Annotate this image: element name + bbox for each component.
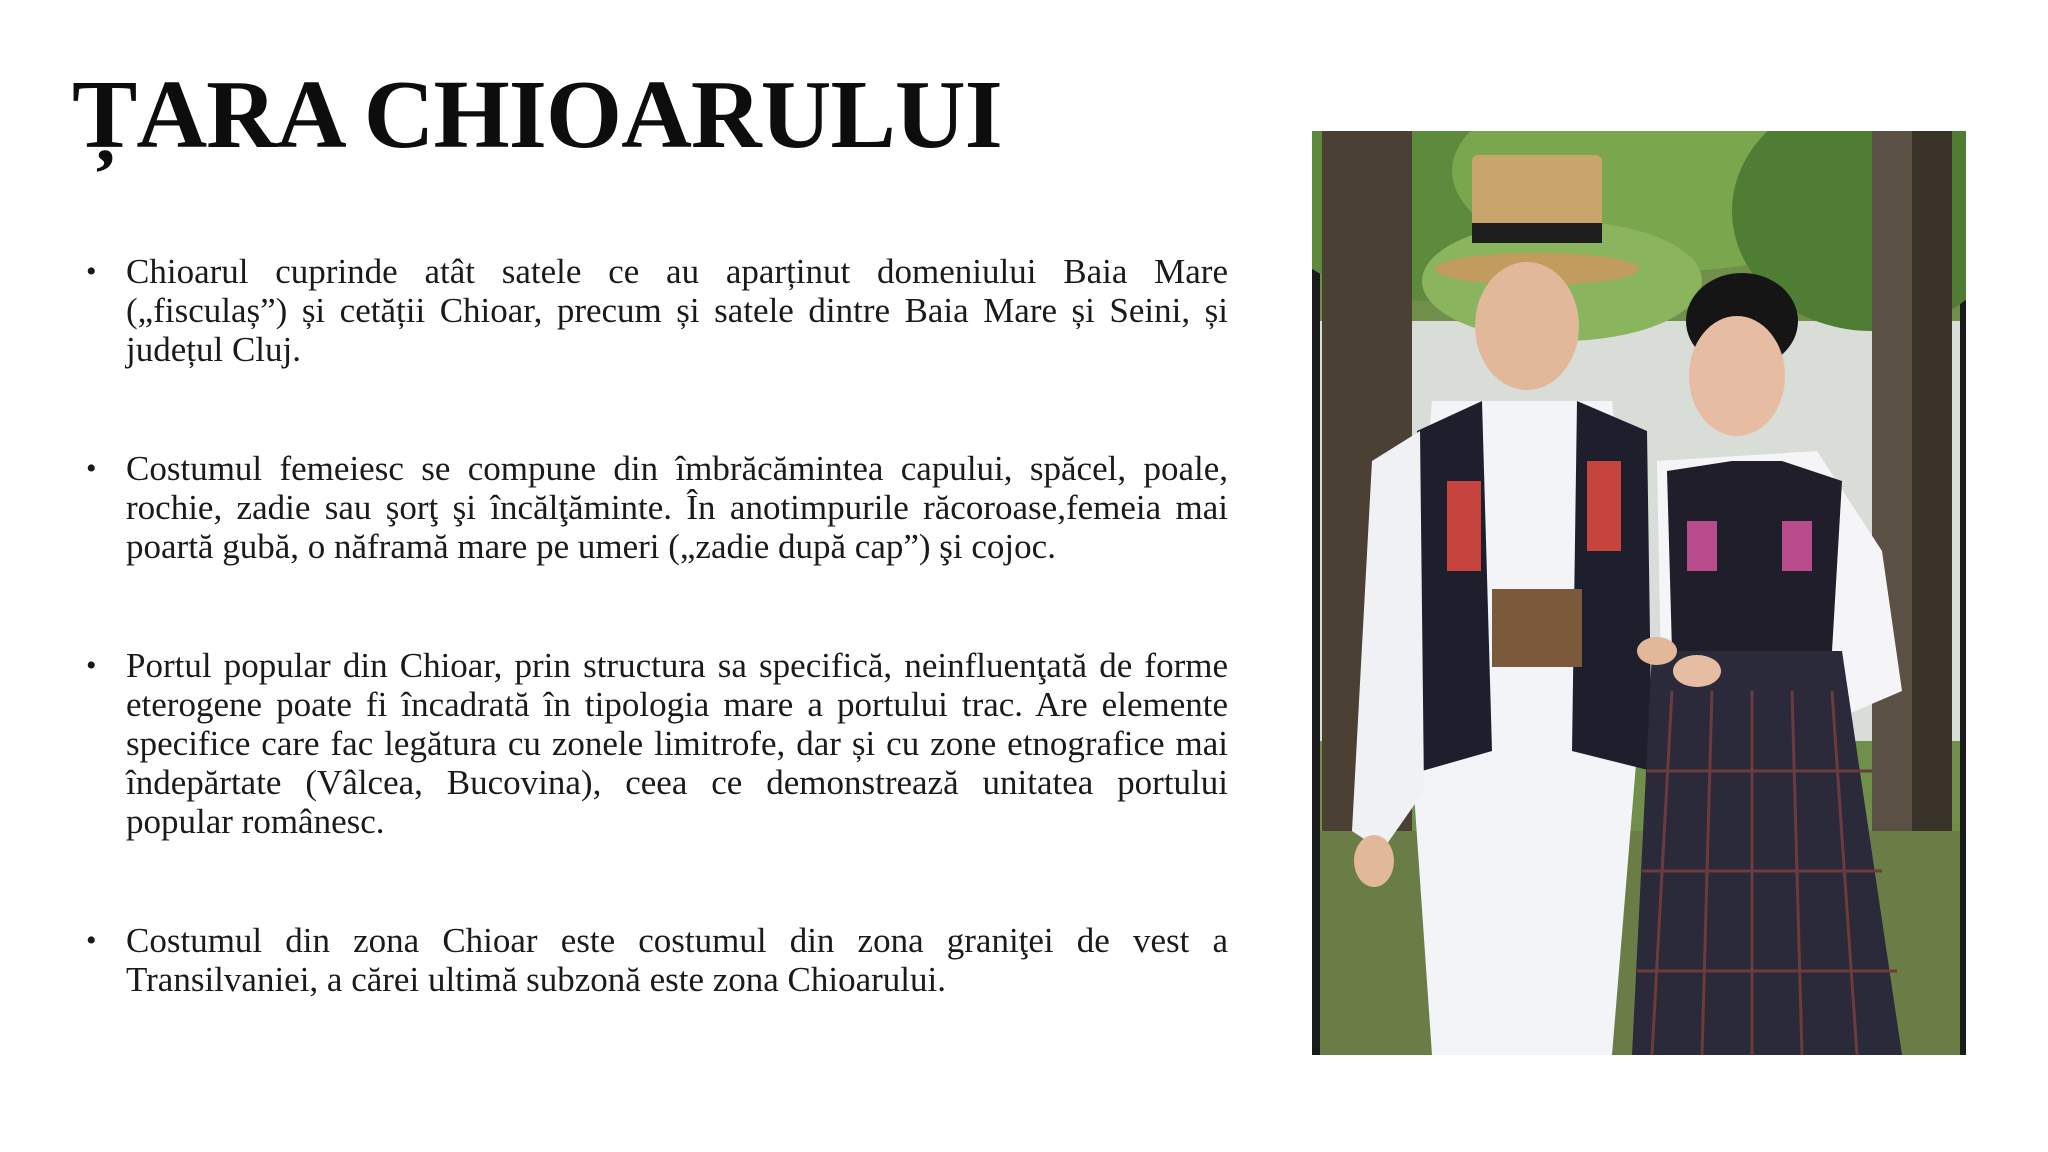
bullet-marker: • <box>86 255 97 288</box>
folk-costume-illustration <box>1312 131 1966 1055</box>
bullet-item <box>86 646 1228 841</box>
bullet-item <box>86 921 1228 999</box>
folk-costume-photo <box>1312 131 1966 1055</box>
bullet-text: Costumul femeiesc se compune din îmbrăcămintea capului, spăcel, poale, rochie, zadie sau şorţ şi încălţăminte. În anotimpurile răcoroase,femeia mai poartă gubă, o năframă mare pe umeri („zadie după cap”) şi cojoc. <box>126 449 1228 566</box>
bullet-marker: • <box>86 649 97 682</box>
slide-title: ȚARA CHIOARULUI <box>72 61 1002 169</box>
bullet-marker: • <box>86 924 97 957</box>
bullet-text: Chioarul cuprinde atât satele ce au aparținut domeniului Baia Mare („fisculaș”) și cetății Chioar, precum și satele dintre Baia Mare și Seini, și județul Cluj. <box>126 252 1228 369</box>
bullet-text: Portul popular din Chioar, prin structura sa specifică, neinfluenţată de forme eterogene poate fi încadrată în tipologia mare a portului trac. Are elemente specifice care fac legătura cu zonele limitrofe, dar și cu zone etnografice mai îndepărtate (Vâlcea, Bucovina), ceea ce demonstrează unitatea portului popular românesc. <box>126 646 1228 841</box>
bullet-text: Costumul din zona Chioar este costumul din zona graniţei de vest a Transilvaniei, a cărei ultimă subzonă este zona Chioarului. <box>126 921 1228 999</box>
bullet-item <box>86 252 1228 369</box>
bullet-marker: • <box>86 452 97 485</box>
bullet-list <box>86 252 1228 999</box>
bullet-item <box>86 449 1228 566</box>
